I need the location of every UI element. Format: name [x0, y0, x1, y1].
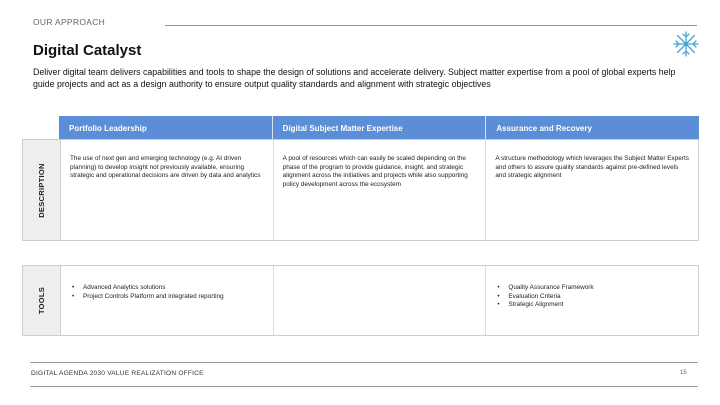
tools-cell-assurance — [486, 266, 698, 335]
footer-divider-top — [30, 362, 698, 363]
description-cell-sme: A pool of resources which can easily be scaled depending on the phase of the program to provide guidance, insight, and strategic alignment across the initiatives and projects while also supporting policy development across the ecosystem — [274, 140, 487, 240]
list-item: • Quality Assurance Framework — [495, 284, 690, 293]
list-item: • Project Controls Platform and integrated reporting — [70, 293, 265, 302]
page-number: 15 — [680, 370, 687, 376]
list-item: • Strategic Alignment — [495, 301, 690, 310]
table-header-row — [59, 116, 699, 139]
page-title: Digital Catalyst — [33, 42, 142, 59]
tools-cell-sme — [274, 266, 487, 335]
description-cell-portfolio: The use of next gen and emerging technology (e.g. AI driven planning) to develop insight not previously available, ensuring strategic and operational decisions are driven by data and analytics — [61, 140, 274, 240]
tools-cell-portfolio — [61, 266, 274, 335]
description-label-text: DESCRIPTION — [37, 162, 46, 218]
section-label: OUR APPROACH — [33, 17, 106, 27]
snowflake-logo-icon — [673, 31, 699, 57]
column-header-digital-sme: Digital Subject Matter Expertise — [273, 116, 487, 139]
tools-label-text: TOOLS — [36, 286, 46, 315]
tools-row — [22, 265, 699, 336]
description-row-label — [23, 140, 61, 240]
description-cell-assurance: A structure methodology which leverages the Subject Matter Experts and others to assure quality standards against pre-defined levels and strategic alignment — [495, 155, 689, 180]
tools-list-portfolio — [70, 284, 265, 301]
column-header-assurance-recovery: Assurance and Recovery — [496, 124, 592, 133]
description-row — [22, 139, 699, 241]
header-divider — [165, 25, 697, 26]
footer-divider-bottom — [30, 386, 698, 387]
tools-list-assurance — [495, 284, 690, 310]
tools-row-label — [23, 266, 61, 335]
intro-paragraph: Deliver digital team delivers capabilities and tools to shape the design of solutions and accelerate delivery. Subject matter expertise from a pool of global experts help guide projects and act as a design authority to ensure output quality standards and alignment with strategic objectives — [33, 67, 676, 89]
footer-text: DIGITAL AGENDA 2030 VALUE REALIZATION OFFICE — [31, 370, 204, 377]
list-item: • Evaluation Criteria — [495, 293, 690, 302]
column-header-portfolio-leadership: Portfolio Leadership — [59, 116, 273, 139]
list-item: • Advanced Analytics solutions — [70, 284, 265, 293]
